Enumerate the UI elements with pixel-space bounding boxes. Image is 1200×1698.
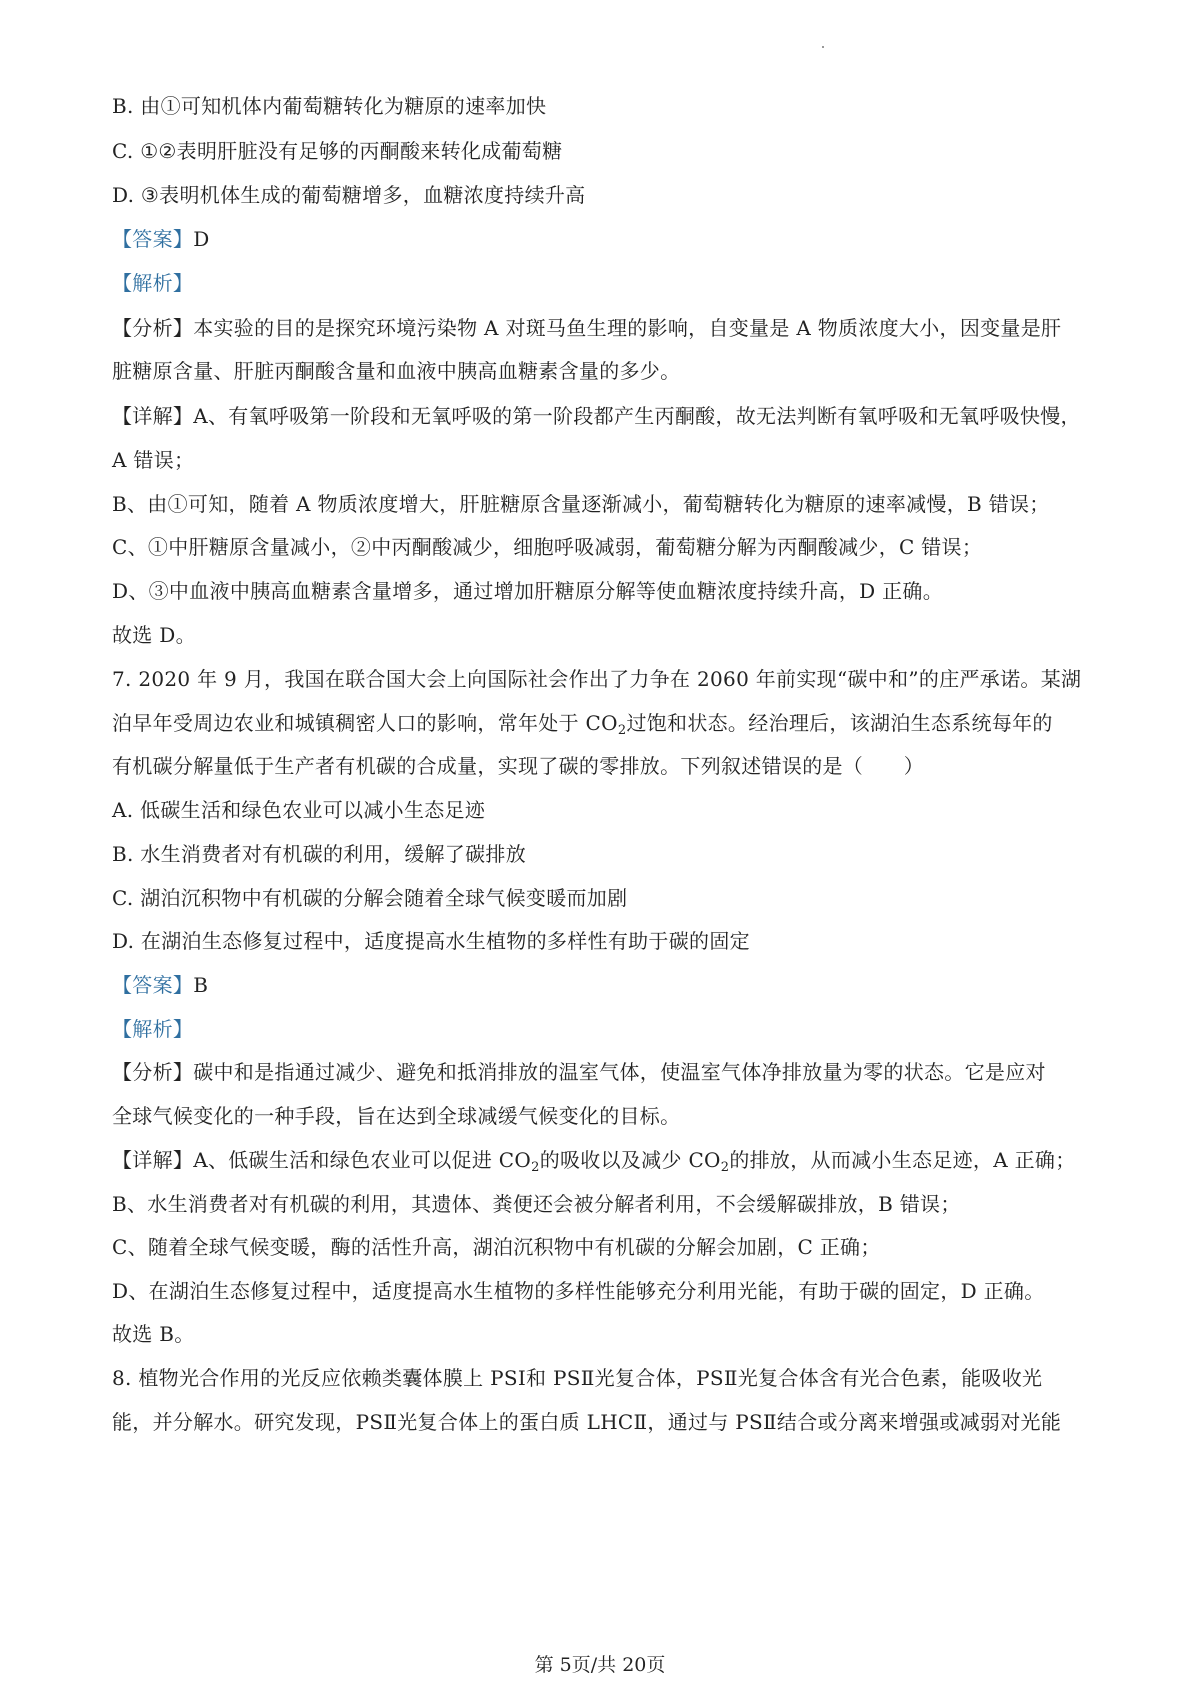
question-7-line2 <box>112 709 1104 745</box>
detail-text-q6-line2: A 错误； <box>112 448 195 472</box>
option-d-q7: D. 在湖泊生态修复过程中，适度提高水生植物的多样性有助于碳的固定 <box>112 929 750 953</box>
detail-text-q7-line4: D、在湖泊生态修复过程中，适度提高水生植物的多样性能够充分利用光能，有助于碳的固定，D 正确。 <box>112 1279 1045 1303</box>
question-7-line3: 有机碳分解量低于生产者有机碳的合成量，实现了碳的零排放。下列叙述错误的是（ ） <box>112 754 924 778</box>
subscript: 2 <box>720 1160 730 1175</box>
analysis-text-q7-line1: 【分析】碳中和是指通过减少、避免和抵消排放的温室气体，使温室气体净排放量为零的状态。它是应对 <box>112 1060 1046 1084</box>
analysis-tag-q7: 【解析】 <box>112 1017 194 1041</box>
option-c-q6: C. ①②表明肝脏没有足够的丙酮酸来转化成葡萄糖 <box>112 139 563 163</box>
analysis-tag-q6: 【解析】 <box>112 271 194 295</box>
answer-tag: 【答案】 <box>112 227 194 251</box>
analysis-text-q6-line2: 脏糖原含量、肝脏丙酮酸含量和血液中胰高血糖素含量的多少。 <box>112 359 681 383</box>
answer-q6 <box>112 225 1104 253</box>
option-d-q6: D. ③表明机体生成的葡萄糖增多，血糖浓度持续升高 <box>112 183 586 207</box>
detail-text-q7-line3: C、随着全球气候变暖，酶的活性升高，湖泊沉积物中有机碳的分解会加剧，C 正确； <box>112 1235 881 1259</box>
option-b-q6: B. 由①可知机体内葡萄糖转化为糖原的速率加快 <box>112 94 547 118</box>
detail-text-part: 的吸收以及减少 CO <box>539 1148 721 1172</box>
subscript: 2 <box>617 723 627 738</box>
page-number: 第 5页/共 20页 <box>534 1654 666 1676</box>
detail-text-q6-line1: 【详解】A、有氧呼吸第一阶段和无氧呼吸的第一阶段都产生丙酮酸，故无法判断有氧呼吸和无氧呼吸快慢， <box>112 404 1081 428</box>
answer-value: B <box>193 973 209 997</box>
detail-text-q7-line1 <box>112 1146 1104 1182</box>
analysis-text-q7-line2: 全球气候变化的一种手段，旨在达到全球减缓气候变化的目标。 <box>112 1104 681 1128</box>
subscript: 2 <box>531 1160 540 1175</box>
detail-text-q6-line5: D、③中血液中胰高血糖素含量增多，通过增加肝糖原分解等使血糖浓度持续升高，D 正确。 <box>112 579 944 603</box>
scan-speck <box>822 46 824 48</box>
option-b-q7: B. 水生消费者对有机碳的利用，缓解了碳排放 <box>112 842 527 866</box>
answer-value: D <box>193 227 210 251</box>
detail-text-part: 【详解】A、低碳生活和绿色农业可以促进 CO <box>112 1148 532 1172</box>
option-a-q7: A. 低碳生活和绿色农业可以减小生态足迹 <box>112 798 486 822</box>
detail-text-q6-line3: B、由①可知，随着 A 物质浓度增大，肝脏糖原含量逐渐减小，葡萄糖转化为糖原的速率减慢，B 错误； <box>112 492 1050 516</box>
question-8-line1: 8. 植物光合作用的光反应依赖类囊体膜上 PSⅠ和 PSⅡ光复合体，PSⅡ光复合体含有光合色素，能吸收光 <box>112 1366 1043 1390</box>
option-c-q7: C. 湖泊沉积物中有机碳的分解会随着全球气候变暖而加剧 <box>112 886 628 910</box>
question-7-line1: 7. 2020 年 9 月，我国在联合国大会上向国际社会作出了力争在 2060 年前实现“碳中和”的庄严承诺。某湖 <box>112 667 1082 691</box>
conclusion-q7: 故选 B。 <box>112 1322 195 1346</box>
answer-tag: 【答案】 <box>112 973 194 997</box>
analysis-text-q6-line1: 【分析】本实验的目的是探究环境污染物 A 对斑马鱼生理的影响，自变量是 A 物质浓度大小，因变量是肝 <box>112 316 1062 340</box>
answer-q7 <box>112 971 1104 999</box>
detail-text-part: 的排放，从而减小生态足迹，A 正确； <box>729 1148 1076 1172</box>
conclusion-q6: 故选 D。 <box>112 623 196 647</box>
detail-text-q6-line4: C、①中肝糖原含量减小，②中丙酮酸减少，细胞呼吸减弱，葡萄糖分解为丙酮酸减少，C 错误； <box>112 535 983 559</box>
detail-text-q7-line2: B、水生消费者对有机碳的利用，其遗体、粪便还会被分解者利用，不会缓解碳排放，B 错误； <box>112 1192 961 1216</box>
q7-text-part: 泊早年受周边农业和城镇稠密人口的影响，常年处于 CO <box>112 711 618 735</box>
q7-text-part: 过饱和状态。经治理后，该湖泊生态系统每年的 <box>626 711 1053 735</box>
question-8-line2: 能，并分解水。研究发现，PSⅡ光复合体上的蛋白质 LHCⅡ，通过与 PSⅡ结合或分离来增强或减弱对光能 <box>112 1410 1062 1434</box>
